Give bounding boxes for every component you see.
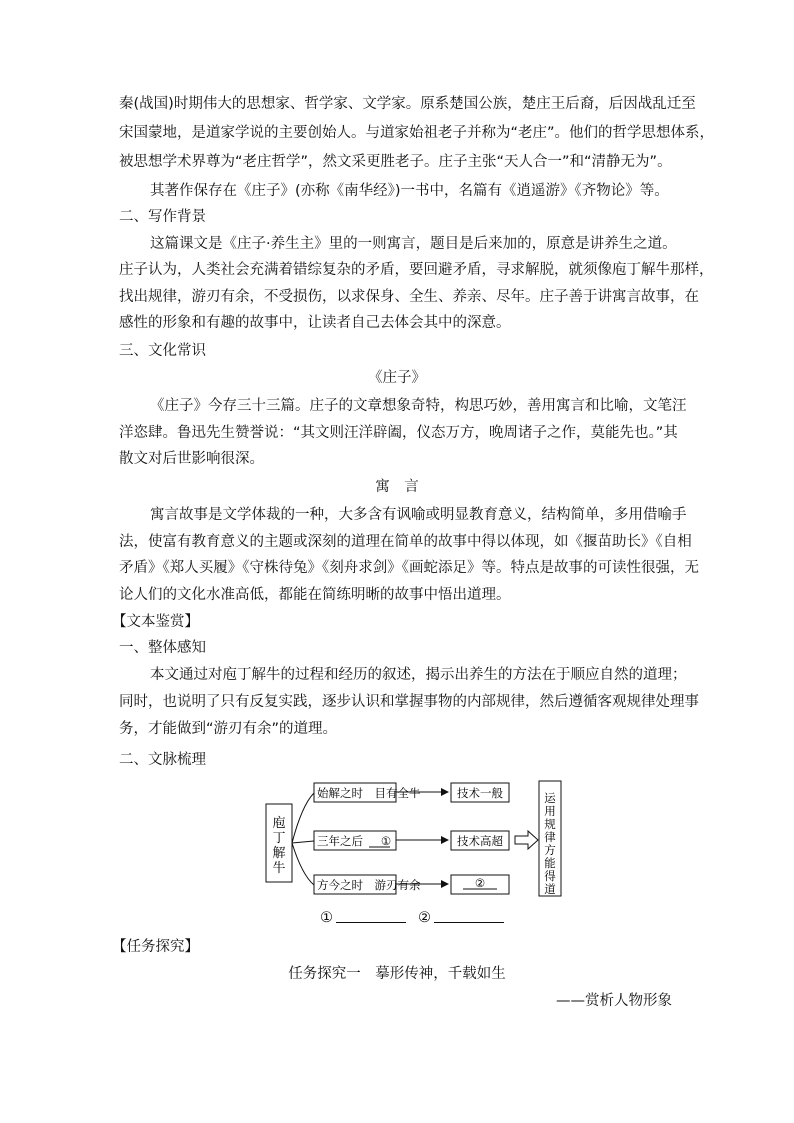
cultural-knowledge-heading: 三、文化常识 — [119, 343, 206, 359]
overall-line-2: 同时，也说明了只有反复实践，逐步认识和掌握事物的内部规律，然后遵循客观规律处理事 — [119, 694, 699, 710]
task-subtitle: ——赏析人物形象 — [556, 993, 672, 1009]
overall-line-3: 务，才能做到“游刃有余”的道理。 — [119, 721, 338, 737]
right-box-char-8: 道 — [544, 882, 556, 896]
task-title: 任务探究一 摹形传神，千载如生 — [288, 966, 506, 982]
answer-blank-1[interactable] — [336, 922, 406, 923]
result2-text: 技术高超 — [457, 834, 503, 848]
right-box-char-5: 方 — [544, 843, 556, 857]
branch-middle — [292, 841, 314, 843]
bio-line-4: 其著作保存在《庄子》(亦称《南华经》)一书中，名篇有《逍遥游》《齐物论》等。 — [150, 183, 669, 199]
writing-background-line-4: 感性的形象和有趣的故事中，让读者自己去体会其中的深意。 — [119, 315, 511, 331]
fable-line-4: 论人们的文化水准高低，都能在简练明晰的故事中悟出道理。 — [119, 587, 511, 603]
result1-text: 技术一般 — [457, 786, 503, 800]
blank-label-2: ② — [418, 910, 431, 926]
writing-background-line-1: 这篇课文是《庄子·养生主》里的一则寓言，题目是后来加的，原意是讲养生之道。 — [150, 236, 677, 252]
branch-up — [292, 793, 314, 843]
stage1-text: 始解之时 目有全牛 — [317, 786, 421, 800]
right-box-char-7: 得 — [544, 869, 556, 883]
task-section-title: 【任务探究】 — [112, 939, 199, 955]
left-box-char-3: 解 — [272, 846, 286, 861]
right-box-char-3: 规 — [544, 817, 556, 831]
zhuangzi-line-3: 散文对后世影响很深。 — [119, 451, 264, 467]
double-arrow-right-icon — [515, 831, 538, 849]
result3-blank: ② — [474, 876, 486, 890]
zhuangzi-title: 《庄子》 — [368, 370, 426, 386]
stage2-blank: ① — [380, 834, 392, 848]
fable-line-1: 寓言故事是文学体裁的一种，大多含有讽喻或明显教育意义，结构简单，多用借喻手 — [150, 507, 687, 523]
fable-line-3: 矛盾》《郑人买履》《守株待兔》《刻舟求剑》《画蛇添足》等。特点是故事的可读性很强，无 — [119, 560, 699, 576]
bio-line-1: 秦(战国)时期伟大的思想家、哲学家、文学家。原系楚国公族，楚庄王后裔，后因战乱迁至 — [119, 96, 696, 112]
stage3-text: 方今之时 游刃有余 — [317, 878, 421, 892]
writing-background-heading: 二、写作背景 — [119, 209, 206, 225]
left-box-char-1: 庖 — [272, 816, 286, 831]
appreciation-section-title: 【文本鉴赏】 — [112, 614, 199, 630]
stage2-text: 三年之后 — [317, 834, 363, 848]
right-box-char-1: 运 — [544, 791, 556, 805]
fable-line-2: 法，使富有教育意义的主题或深刻的道理在简单的故事中得以体现，如《揠苗助长》《自相 — [119, 534, 692, 550]
structure-diagram — [260, 775, 570, 900]
zhuangzi-line-2: 洋恣肆。鲁迅先生赞誉说：“其文则汪洋辟阖，仪态万方，晚周诸子之作，莫能先也。”其 — [119, 425, 678, 441]
writing-background-line-3: 找出规律，游刃有余，不受损伤，以求保身、全生、养亲、尽年。庄子善于讲寓言故事，在 — [119, 289, 699, 305]
overall-heading: 一、整体感知 — [119, 640, 206, 656]
writing-background-line-2: 庄子认为，人类社会充满着错综复杂的矛盾，要回避矛盾，寻求解脱，就须像庖丁解牛那样， — [119, 262, 714, 278]
left-box-char-2: 丁 — [272, 831, 286, 846]
right-box-char-6: 能 — [544, 856, 556, 870]
right-box-char-4: 律 — [544, 830, 556, 844]
answer-blank-2[interactable] — [434, 922, 504, 923]
overall-line-1: 本文通过对庖丁解牛的过程和经历的叙述，揭示出养生的方法在于顺应自然的道理； — [150, 667, 687, 683]
bio-line-3: 被思想学术界尊为“老庄哲学”，然文采更胜老子。庄子主张“天人合一”和“清静无为”。 — [119, 154, 672, 170]
right-box-char-2: 用 — [544, 804, 556, 818]
left-box-char-4: 牛 — [272, 861, 286, 876]
branch-down — [292, 843, 314, 885]
zhuangzi-line-1: 《庄子》今存三十三篇。庄子的文章想象奇特，构思巧妙，善用寓言和比喻，文笔汪 — [150, 398, 687, 414]
blank-label-1: ① — [320, 910, 333, 926]
bio-line-2: 宋国蒙地，是道家学说的主要创始人。与道家始祖老子并称为“老庄”。他们的哲学思想体系， — [119, 125, 715, 141]
fable-title: 寓 言 — [375, 479, 419, 495]
structure-heading: 二、文脉梳理 — [119, 752, 206, 768]
